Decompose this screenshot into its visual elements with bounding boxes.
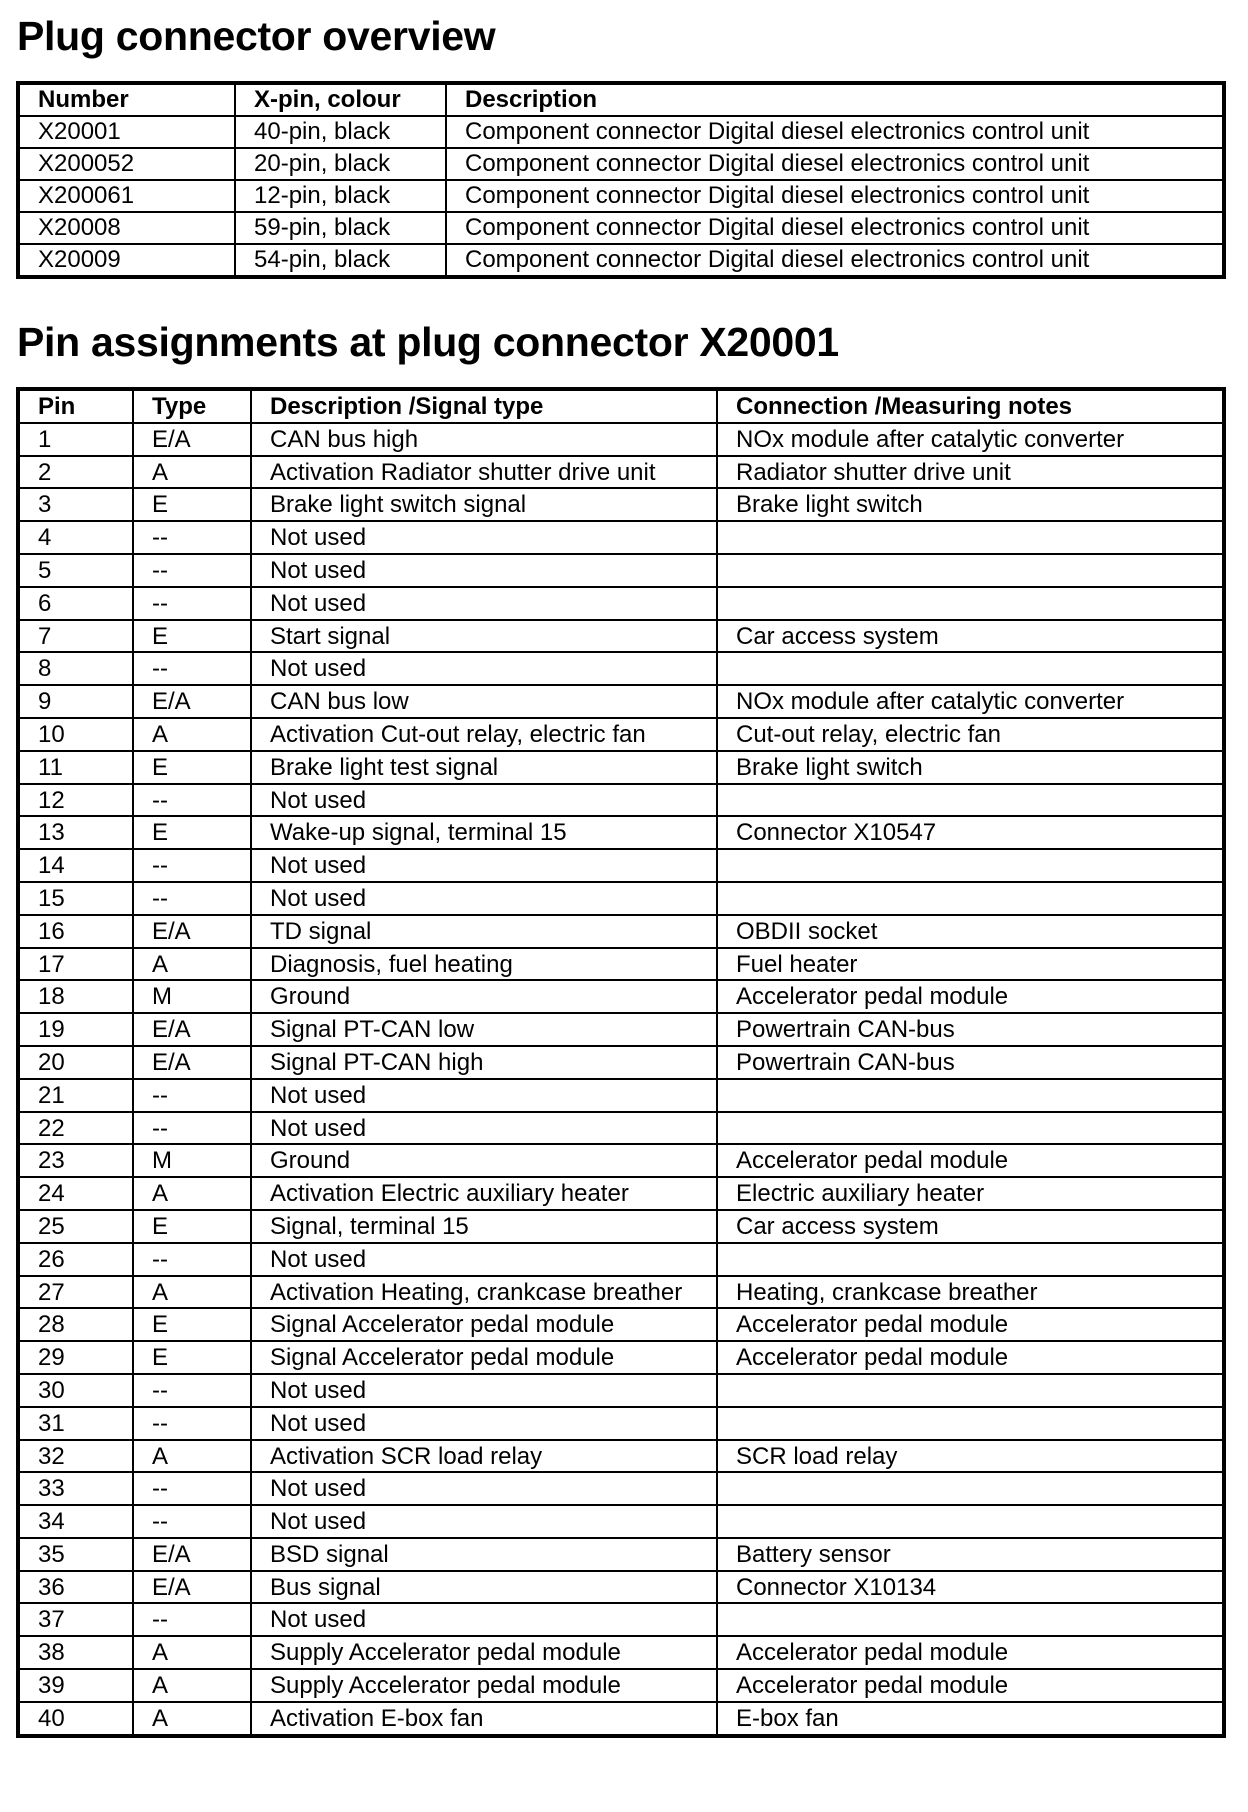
cell-pin: 39 [18, 1669, 133, 1702]
cell-type: -- [133, 652, 251, 685]
cell-pin: 6 [18, 587, 133, 620]
cell-type: -- [133, 587, 251, 620]
cell-connection-notes: Electric auxiliary heater [717, 1177, 1224, 1210]
table-row [18, 620, 1224, 653]
cell-pin: 29 [18, 1341, 133, 1374]
table-row [18, 1505, 1224, 1538]
cell-pin: 20 [18, 1046, 133, 1079]
cell-description: TD signal [251, 915, 717, 948]
cell-type: E [133, 1308, 251, 1341]
cell-description: Activation Heating, crankcase breather [251, 1276, 717, 1309]
cell-pin: 5 [18, 554, 133, 587]
cell-connection-notes: Accelerator pedal module [717, 1144, 1224, 1177]
cell-connection-notes: Radiator shutter drive unit [717, 456, 1224, 489]
header-pin: Pin [18, 389, 133, 423]
cell-type: E [133, 488, 251, 521]
table-row [18, 1308, 1224, 1341]
cell-type: E/A [133, 1013, 251, 1046]
cell-pin: 33 [18, 1472, 133, 1505]
table-row [18, 1440, 1224, 1473]
cell-connection-notes: OBDII socket [717, 915, 1224, 948]
table-row [18, 488, 1224, 521]
cell-connection-notes: Cut-out relay, electric fan [717, 718, 1224, 751]
cell-type: E [133, 751, 251, 784]
cell-description: Ground [251, 980, 717, 1013]
table-row [18, 948, 1224, 981]
cell-connection-notes: Battery sensor [717, 1538, 1224, 1571]
header-description: Description [446, 83, 1224, 116]
overview-title: Plug connector overview [17, 13, 496, 59]
cell-description: Component connector Digital diesel electronics control unit [446, 148, 1224, 180]
cell-connection-notes: Powertrain CAN-bus [717, 1013, 1224, 1046]
cell-type: A [133, 1276, 251, 1309]
cell-type: A [133, 1440, 251, 1473]
cell-pin: 28 [18, 1308, 133, 1341]
cell-connection-notes [717, 882, 1224, 915]
cell-description: Supply Accelerator pedal module [251, 1669, 717, 1702]
cell-connection-notes [717, 587, 1224, 620]
cell-description: Not used [251, 1112, 717, 1145]
cell-description: Signal Accelerator pedal module [251, 1341, 717, 1374]
cell-connection-notes: Car access system [717, 620, 1224, 653]
cell-type: E [133, 816, 251, 849]
cell-description: Not used [251, 521, 717, 554]
cell-description: Not used [251, 652, 717, 685]
cell-type: E [133, 1341, 251, 1374]
cell-number: X20009 [18, 244, 235, 277]
cell-description: Activation E-box fan [251, 1702, 717, 1736]
cell-description: Not used [251, 849, 717, 882]
cell-connection-notes: Accelerator pedal module [717, 1636, 1224, 1669]
table-row [18, 1669, 1224, 1702]
cell-connection-notes: Accelerator pedal module [717, 980, 1224, 1013]
table-row [18, 1210, 1224, 1243]
table-row [18, 1112, 1224, 1145]
cell-type: -- [133, 1374, 251, 1407]
table-row [18, 915, 1224, 948]
cell-connection-notes [717, 1472, 1224, 1505]
cell-connection-notes: Fuel heater [717, 948, 1224, 981]
cell-connection-notes: NOx module after catalytic converter [717, 423, 1224, 456]
cell-description: Activation SCR load relay [251, 1440, 717, 1473]
cell-description: Not used [251, 882, 717, 915]
cell-description: Signal PT-CAN high [251, 1046, 717, 1079]
cell-connection-notes [717, 652, 1224, 685]
cell-pin: 13 [18, 816, 133, 849]
table-row [18, 751, 1224, 784]
table-row [18, 1603, 1224, 1636]
header-type: Type [133, 389, 251, 423]
cell-type: A [133, 1669, 251, 1702]
table-row [18, 148, 1224, 180]
cell-pin: 31 [18, 1407, 133, 1440]
cell-pin: 3 [18, 488, 133, 521]
cell-pin: 19 [18, 1013, 133, 1046]
table-row [18, 1636, 1224, 1669]
header-description-signal-type: Description /Signal type [251, 389, 717, 423]
cell-type: -- [133, 784, 251, 817]
cell-type: -- [133, 521, 251, 554]
cell-type: -- [133, 849, 251, 882]
cell-description: Not used [251, 1374, 717, 1407]
cell-connection-notes [717, 1603, 1224, 1636]
cell-type: -- [133, 882, 251, 915]
cell-description: Wake-up signal, terminal 15 [251, 816, 717, 849]
cell-pin: 30 [18, 1374, 133, 1407]
cell-pin: 24 [18, 1177, 133, 1210]
table-row [18, 1046, 1224, 1079]
cell-pin: 8 [18, 652, 133, 685]
cell-number: X20001 [18, 116, 235, 148]
cell-type: A [133, 456, 251, 489]
table-row [18, 1571, 1224, 1604]
table-row [18, 1276, 1224, 1309]
table-row [18, 784, 1224, 817]
cell-description: Start signal [251, 620, 717, 653]
table-row [18, 1341, 1224, 1374]
table-row [18, 554, 1224, 587]
cell-connection-notes: Accelerator pedal module [717, 1341, 1224, 1374]
table-row [18, 456, 1224, 489]
cell-description: Not used [251, 1407, 717, 1440]
cell-description: Activation Electric auxiliary heater [251, 1177, 717, 1210]
cell-type: -- [133, 1505, 251, 1538]
cell-type: E/A [133, 915, 251, 948]
cell-connection-notes: Car access system [717, 1210, 1224, 1243]
table-row [18, 652, 1224, 685]
cell-pin: 37 [18, 1603, 133, 1636]
cell-pin: 9 [18, 685, 133, 718]
cell-type: A [133, 1702, 251, 1736]
header-connection-measuring-notes: Connection /Measuring notes [717, 389, 1224, 423]
cell-connection-notes: Powertrain CAN-bus [717, 1046, 1224, 1079]
table-row [18, 816, 1224, 849]
cell-connection-notes: NOx module after catalytic converter [717, 685, 1224, 718]
cell-x-pin-colour: 20-pin, black [235, 148, 446, 180]
cell-description: Not used [251, 1603, 717, 1636]
cell-pin: 26 [18, 1243, 133, 1276]
table-row [18, 718, 1224, 751]
cell-pin: 7 [18, 620, 133, 653]
cell-type: E/A [133, 1571, 251, 1604]
cell-connection-notes [717, 1112, 1224, 1145]
cell-type: E/A [133, 1046, 251, 1079]
cell-pin: 32 [18, 1440, 133, 1473]
cell-description: CAN bus high [251, 423, 717, 456]
table-row [18, 587, 1224, 620]
cell-type: A [133, 1636, 251, 1669]
cell-description: Activation Cut-out relay, electric fan [251, 718, 717, 751]
cell-description: CAN bus low [251, 685, 717, 718]
cell-pin: 36 [18, 1571, 133, 1604]
table-row [18, 980, 1224, 1013]
cell-description: Supply Accelerator pedal module [251, 1636, 717, 1669]
table-row [18, 1243, 1224, 1276]
cell-connection-notes: Brake light switch [717, 488, 1224, 521]
cell-pin: 27 [18, 1276, 133, 1309]
cell-connection-notes: Connector X10134 [717, 1571, 1224, 1604]
table-row [18, 1177, 1224, 1210]
cell-description: Not used [251, 1472, 717, 1505]
plug-connector-overview-table [16, 81, 1226, 279]
cell-description: Signal PT-CAN low [251, 1013, 717, 1046]
cell-pin: 25 [18, 1210, 133, 1243]
table-row [18, 1144, 1224, 1177]
cell-type: -- [133, 1079, 251, 1112]
cell-type: -- [133, 1407, 251, 1440]
table-header-row [18, 83, 1224, 116]
cell-pin: 4 [18, 521, 133, 554]
cell-description: Not used [251, 1243, 717, 1276]
pin-assignments-title: Pin assignments at plug connector X20001 [17, 319, 839, 365]
cell-connection-notes [717, 554, 1224, 587]
cell-type: M [133, 1144, 251, 1177]
cell-number: X200061 [18, 180, 235, 212]
cell-pin: 40 [18, 1702, 133, 1736]
cell-connection-notes: SCR load relay [717, 1440, 1224, 1473]
cell-number: X20008 [18, 212, 235, 244]
table-row [18, 116, 1224, 148]
cell-number: X200052 [18, 148, 235, 180]
cell-description: Component connector Digital diesel electronics control unit [446, 212, 1224, 244]
cell-pin: 34 [18, 1505, 133, 1538]
cell-pin: 18 [18, 980, 133, 1013]
cell-type: E [133, 1210, 251, 1243]
cell-description: Bus signal [251, 1571, 717, 1604]
cell-pin: 2 [18, 456, 133, 489]
cell-connection-notes: Connector X10547 [717, 816, 1224, 849]
cell-connection-notes: Accelerator pedal module [717, 1308, 1224, 1341]
cell-type: A [133, 1177, 251, 1210]
cell-type: -- [133, 1603, 251, 1636]
cell-type: A [133, 718, 251, 751]
cell-description: Component connector Digital diesel electronics control unit [446, 244, 1224, 277]
cell-description: Brake light test signal [251, 751, 717, 784]
cell-pin: 1 [18, 423, 133, 456]
cell-connection-notes [717, 1374, 1224, 1407]
cell-connection-notes [717, 1407, 1224, 1440]
pin-assignments-table [16, 387, 1226, 1738]
cell-pin: 16 [18, 915, 133, 948]
table-row [18, 1472, 1224, 1505]
cell-pin: 11 [18, 751, 133, 784]
table-header-row [18, 389, 1224, 423]
table-row [18, 1374, 1224, 1407]
cell-pin: 12 [18, 784, 133, 817]
cell-description: Brake light switch signal [251, 488, 717, 521]
header-number: Number [18, 83, 235, 116]
cell-description: Signal, terminal 15 [251, 1210, 717, 1243]
cell-pin: 10 [18, 718, 133, 751]
cell-type: -- [133, 1112, 251, 1145]
cell-type: E/A [133, 1538, 251, 1571]
cell-type: E/A [133, 685, 251, 718]
cell-type: E [133, 620, 251, 653]
cell-description: BSD signal [251, 1538, 717, 1571]
cell-connection-notes [717, 1079, 1224, 1112]
cell-description: Not used [251, 587, 717, 620]
cell-description: Ground [251, 1144, 717, 1177]
cell-pin: 23 [18, 1144, 133, 1177]
table-row [18, 521, 1224, 554]
cell-pin: 14 [18, 849, 133, 882]
cell-description: Component connector Digital diesel electronics control unit [446, 116, 1224, 148]
table-row [18, 1702, 1224, 1736]
table-row [18, 1407, 1224, 1440]
cell-pin: 17 [18, 948, 133, 981]
cell-description: Not used [251, 1079, 717, 1112]
cell-pin: 35 [18, 1538, 133, 1571]
cell-type: A [133, 948, 251, 981]
cell-type: E/A [133, 423, 251, 456]
cell-connection-notes [717, 849, 1224, 882]
cell-connection-notes: E-box fan [717, 1702, 1224, 1736]
cell-description: Activation Radiator shutter drive unit [251, 456, 717, 489]
cell-connection-notes: Accelerator pedal module [717, 1669, 1224, 1702]
cell-connection-notes: Brake light switch [717, 751, 1224, 784]
cell-type: M [133, 980, 251, 1013]
cell-description: Component connector Digital diesel electronics control unit [446, 180, 1224, 212]
cell-pin: 38 [18, 1636, 133, 1669]
cell-type: -- [133, 1472, 251, 1505]
table-row [18, 423, 1224, 456]
table-row [18, 1013, 1224, 1046]
cell-x-pin-colour: 12-pin, black [235, 180, 446, 212]
header-x-pin-colour: X-pin, colour [235, 83, 446, 116]
table-row [18, 849, 1224, 882]
table-row [18, 180, 1224, 212]
cell-pin: 21 [18, 1079, 133, 1112]
cell-pin: 15 [18, 882, 133, 915]
cell-connection-notes [717, 1243, 1224, 1276]
cell-description: Not used [251, 784, 717, 817]
table-row [18, 685, 1224, 718]
table-row [18, 244, 1224, 277]
cell-description: Signal Accelerator pedal module [251, 1308, 717, 1341]
cell-pin: 22 [18, 1112, 133, 1145]
cell-type: -- [133, 1243, 251, 1276]
table-row [18, 1538, 1224, 1571]
cell-x-pin-colour: 40-pin, black [235, 116, 446, 148]
cell-type: -- [133, 554, 251, 587]
cell-connection-notes [717, 521, 1224, 554]
cell-connection-notes: Heating, crankcase breather [717, 1276, 1224, 1309]
table-row [18, 1079, 1224, 1112]
cell-connection-notes [717, 1505, 1224, 1538]
table-row [18, 882, 1224, 915]
cell-description: Not used [251, 554, 717, 587]
cell-description: Diagnosis, fuel heating [251, 948, 717, 981]
cell-x-pin-colour: 59-pin, black [235, 212, 446, 244]
cell-description: Not used [251, 1505, 717, 1538]
table-row [18, 212, 1224, 244]
cell-connection-notes [717, 784, 1224, 817]
cell-x-pin-colour: 54-pin, black [235, 244, 446, 277]
